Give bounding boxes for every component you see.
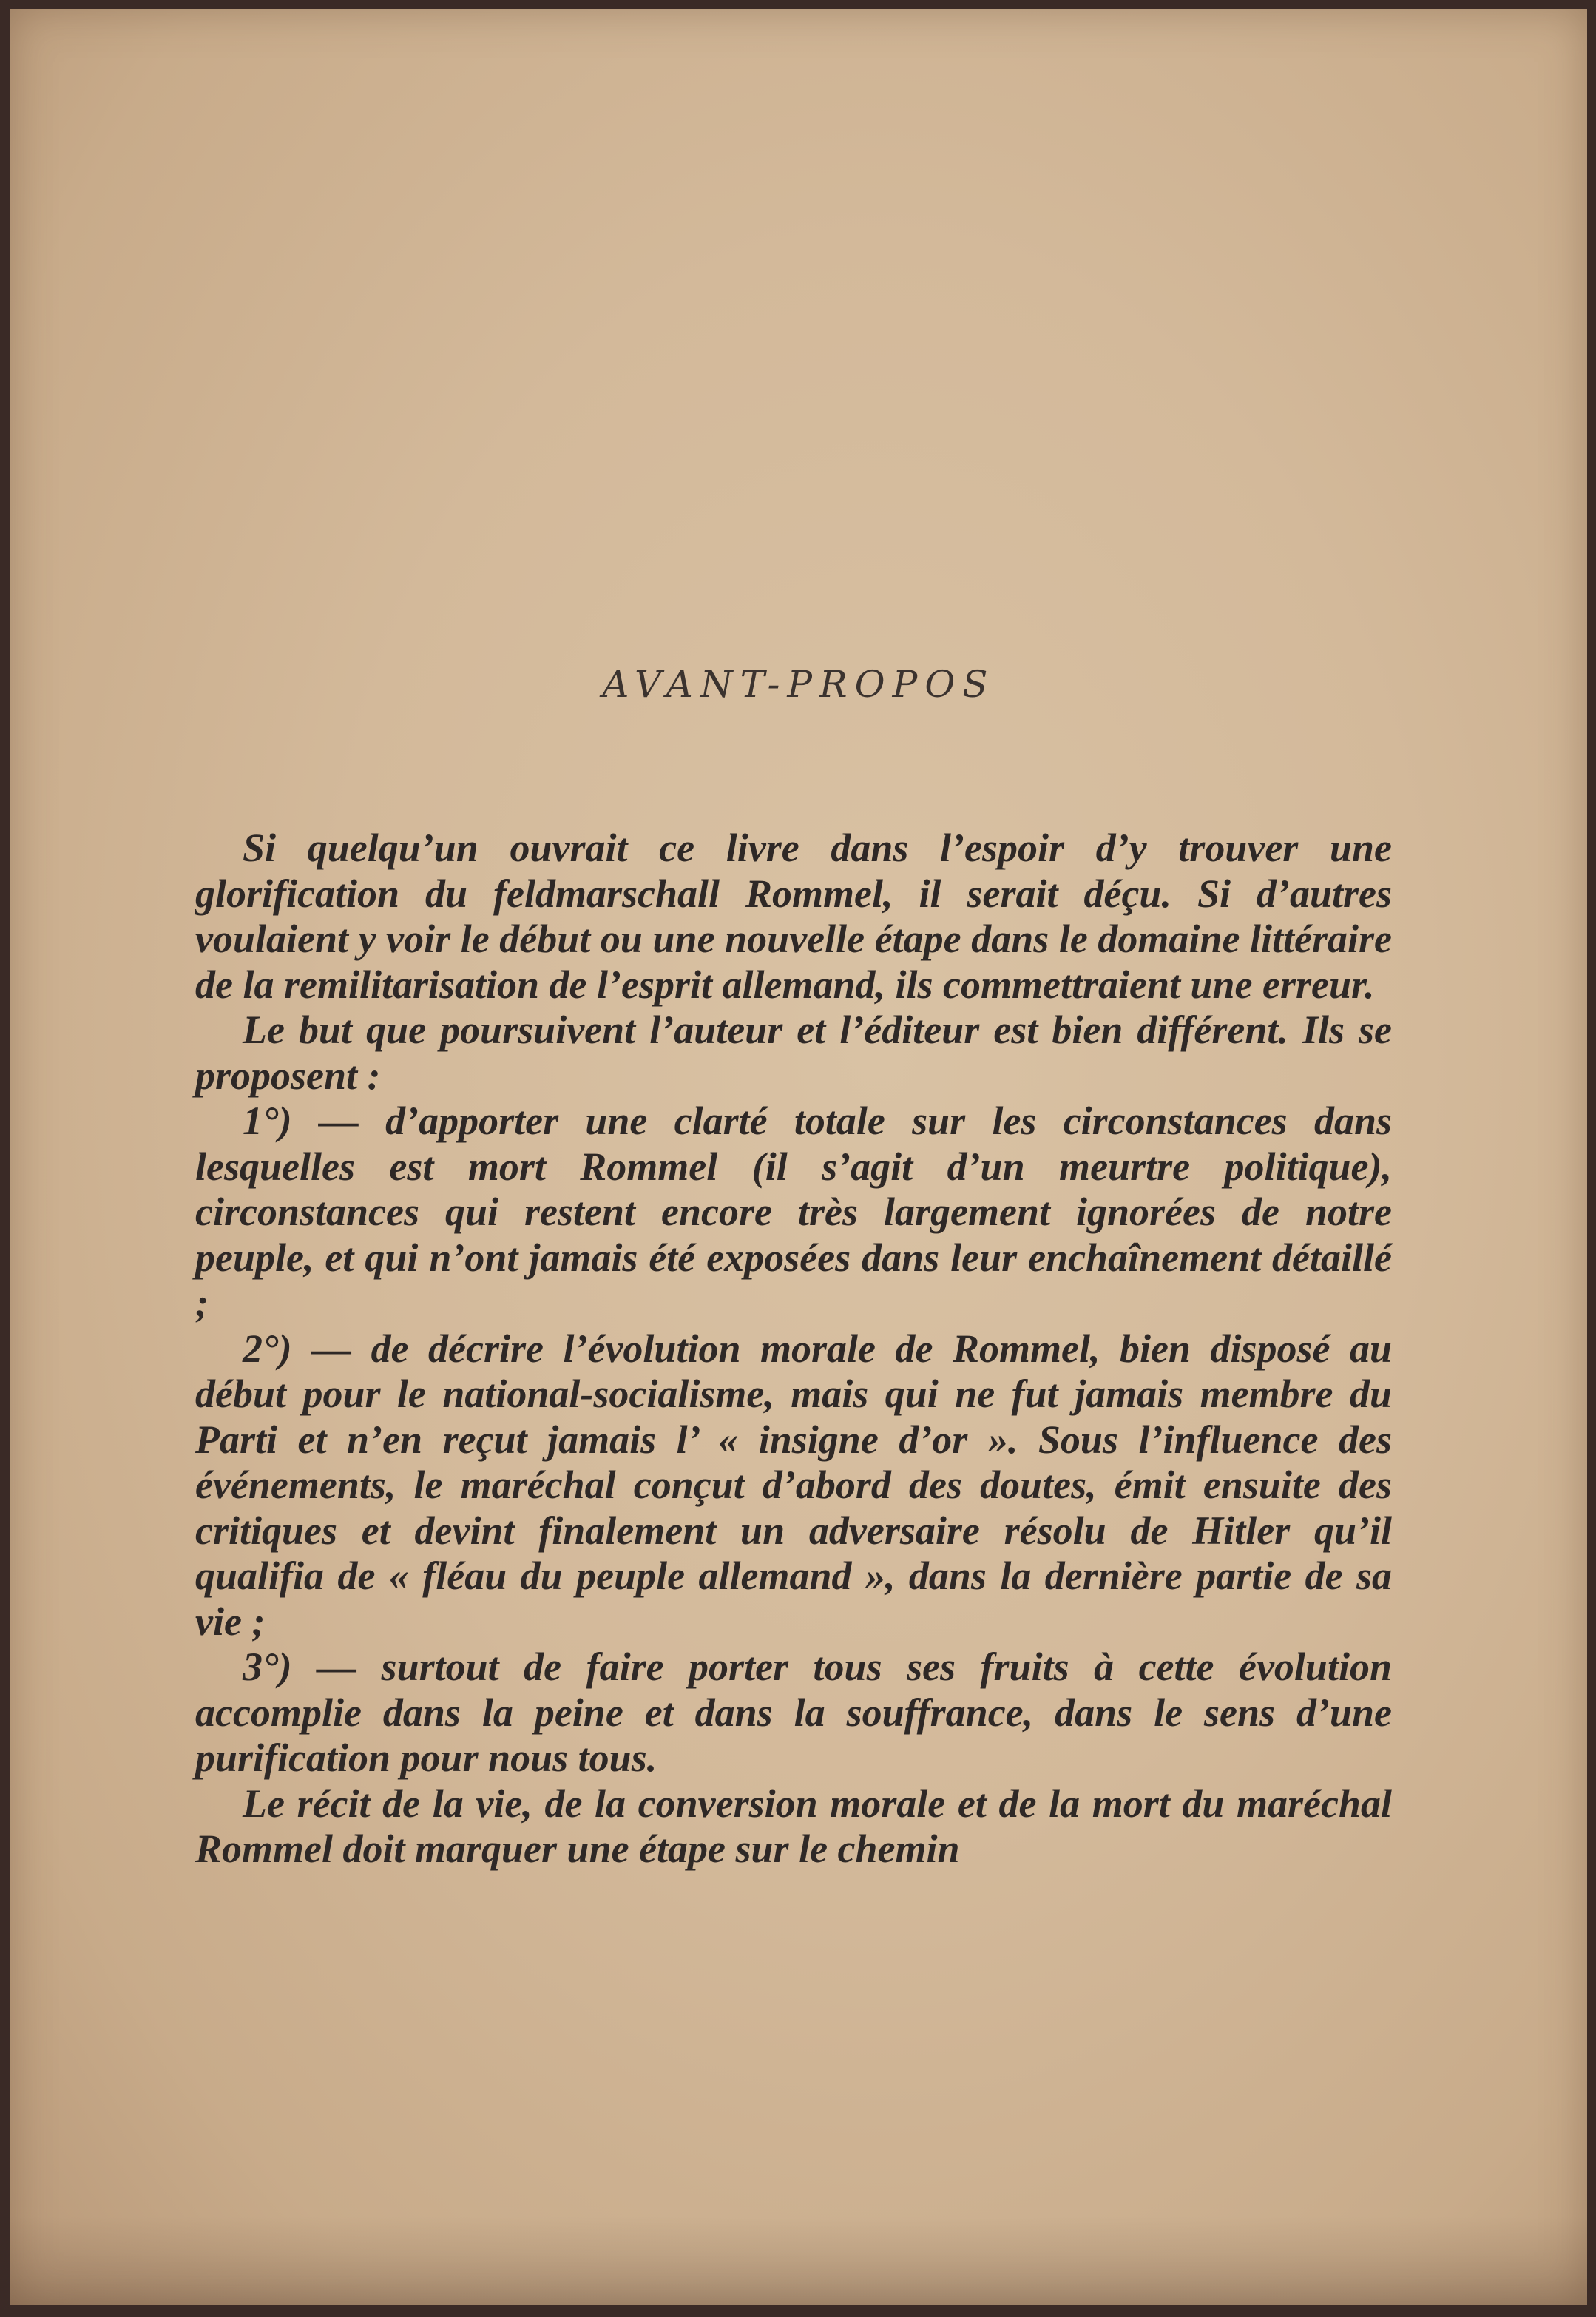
- paragraph-2: Le but que poursuivent l’auteur et l’éditeur est bien différent. Ils se proposent :: [195, 1008, 1392, 1098]
- paragraph-4: 2°) — de décrire l’évolution morale de Rommel, bien disposé au début pour le national-socialisme, mais qui ne fut jamais membre du Parti et n’en reçut jamais l’ « insigne d’or ». Sous l’influence des événements, le maréchal conçut d’abord des doutes, émit ensuite des critiques et devint finalement un adversaire résolu de Hitler qu’il qualifia de « fléau du peuple allemand », dans la dernière partie de sa vie ;: [195, 1326, 1392, 1644]
- book-page: [10, 9, 1587, 2305]
- paragraph-5: 3°) — surtout de faire porter tous ses fruits à cette évolution accomplie dans la peine et dans la souffrance, dans le sens d’une purification pour nous tous.: [195, 1645, 1392, 1780]
- paragraph-6: Le récit de la vie, de la conversion morale et de la mort du maréchal Rommel doit marquer une étape sur le chemin: [195, 1781, 1392, 1871]
- body-text: [195, 826, 1392, 1872]
- paragraph-3: 1°) — d’apporter une clarté totale sur les circonstances dans lesquelles est mort Rommel (il s’agit d’un meurtre politique), circonstances qui restent encore très largement ignorées de notre peuple, et qui n’ont jamais été exposées dans leur enchaînement détaillé ;: [195, 1099, 1392, 1325]
- paragraph-1: Si quelqu’un ouvrait ce livre dans l’espoir d’y trouver une glorification du feldmarschall Rommel, il serait déçu. Si d’autres voulaient y voir le début ou une nouvelle étape dans le domaine littéraire de la remilitarisation de l’esprit allemand, ils commettraient une erreur.: [195, 826, 1392, 1007]
- page-shadow: [10, 2216, 1587, 2305]
- page-title: AVANT-PROPOS: [602, 663, 995, 706]
